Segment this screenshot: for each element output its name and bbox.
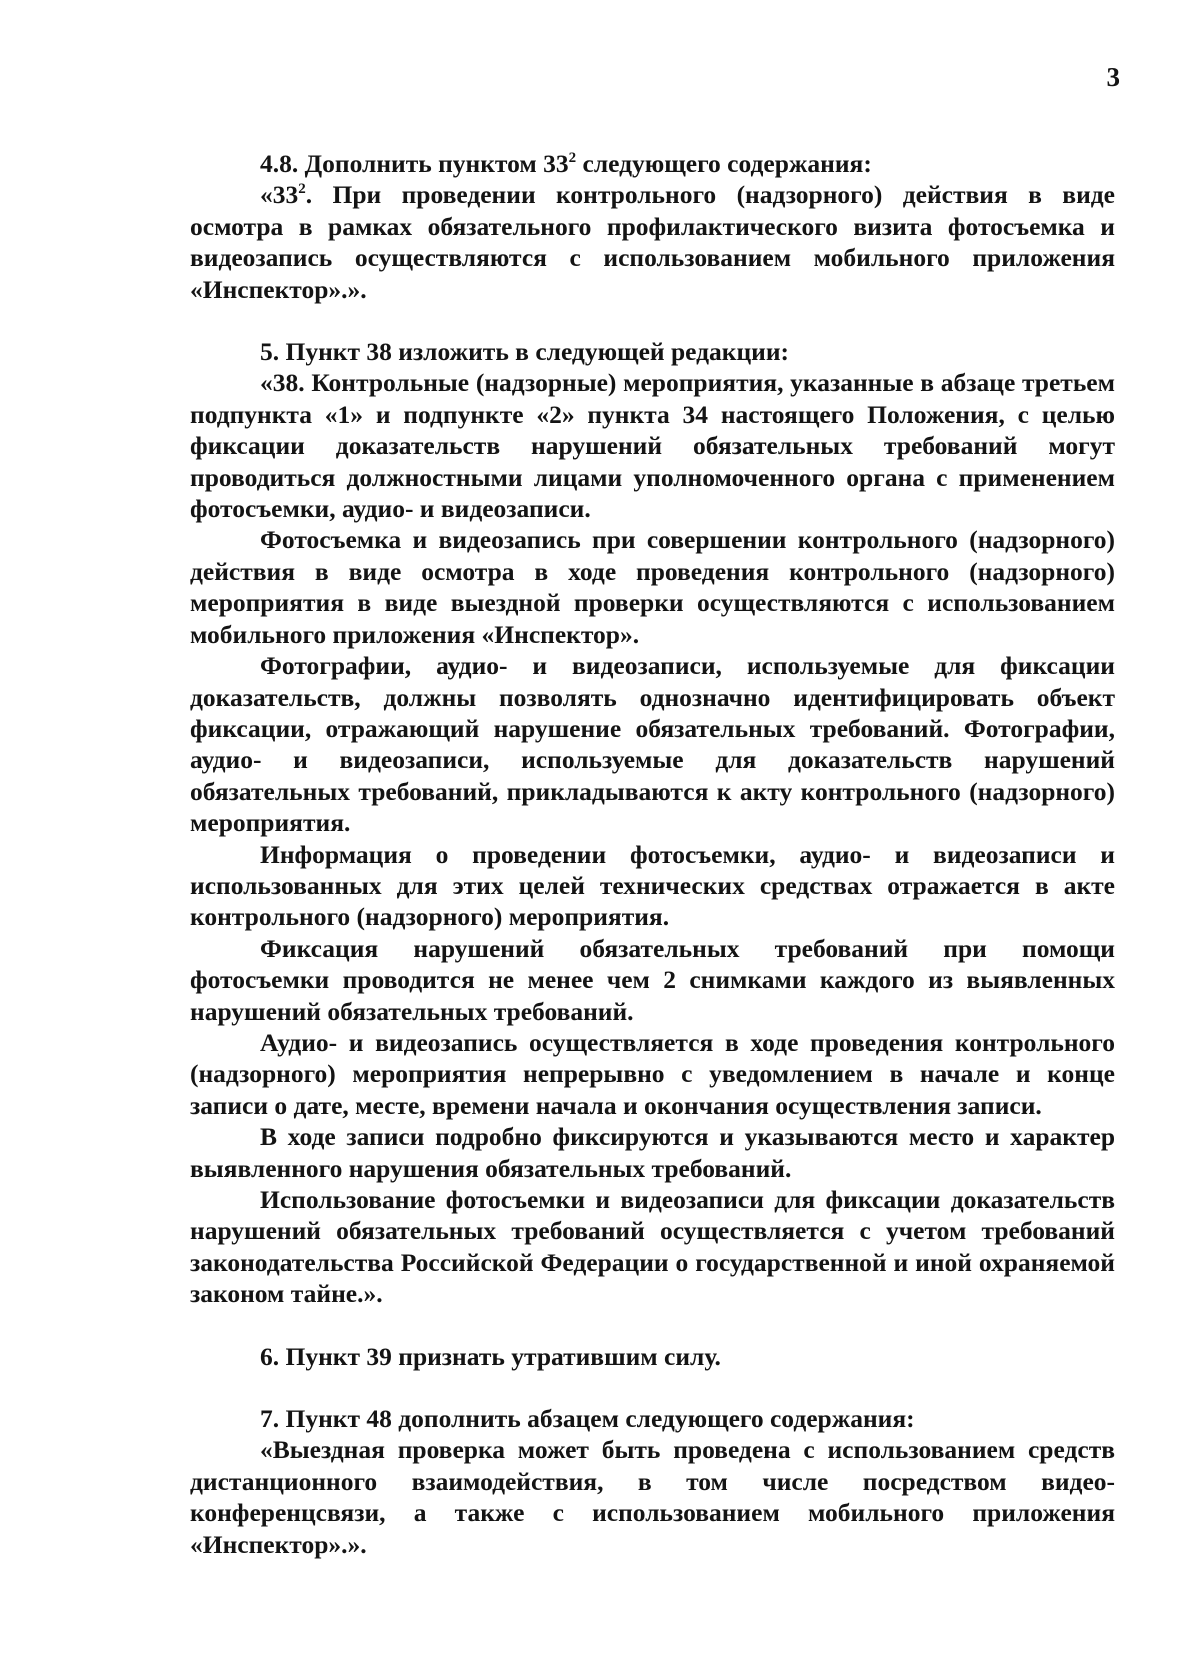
- section-7-heading: 7. Пункт 48 дополнить абзацем следующего содержания:: [260, 1404, 915, 1434]
- document-body: [190, 148, 1115, 1560]
- section-4-8-heading: 4.8. Дополнить пунктом $33^2$ следующего содержания:: [260, 149, 872, 178]
- section-6-heading: 6. Пункт 39 признать утратившим силу.: [260, 1341, 721, 1371]
- section-5-paragraph: Фотографии, аудио- и видеозаписи, используемые для фиксации доказательств, должны позволять однозначно идентифицировать объект фиксации, отражающий нарушение обязательных требований. Фотографии, аудио- и видеозаписи, используемые для доказательств нарушений обязательных требований, прикладываются к акту контрольного (надзорного) мероприятия.: [190, 651, 1115, 838]
- section-5-paragraph: «38. Контрольные (надзорные) мероприятия, указанные в абзаце третьем подпункта «1» и подпункте «2» пункта 34 настоящего Положения, с целью фиксации доказательств нарушений обязательных требований могут проводиться должностными лицами уполномоченного органа с применением фотосъемки, аудио- и видеозаписи.: [190, 368, 1115, 524]
- section-5-paragraph: Аудио- и видеозапись осуществляется в ходе проведения контрольного (надзорного) мероприятия непрерывно с уведомлением в начале и конце записи о дате, месте, времени начала и окончания осуществления записи.: [190, 1027, 1115, 1120]
- section-5-paragraph: Фотосъемка и видеозапись при совершении контрольного (надзорного) действия в виде осмотра в ходе проведения контрольного (надзорного) мероприятия в виде выездной проверки осуществляются с использованием мобильного приложения «Инспектор».: [190, 525, 1115, 649]
- section-4-8-text: «$33^2$. При проведении контрольного (надзорного) действия в виде осмотра в рамках обязательного профилактического визита фотосъемка и видеозапись осуществляются с использованием мобильного приложения «Инспектор».».: [190, 180, 1115, 304]
- section-5-paragraph: Использование фотосъемки и видеозаписи для фиксации доказательств нарушений обязательных требований осуществляется с учетом требований законодательства Российской Федерации о государственной и иной охраняемой законом тайне.».: [190, 1185, 1115, 1309]
- section-5-paragraph: Фиксация нарушений обязательных требований при помощи фотосъемки проводится не менее чем 2 снимками каждого из выявленных нарушений обязательных требований.: [190, 933, 1115, 1026]
- section-5-heading: 5. Пункт 38 изложить в следующей редакции:: [260, 337, 790, 367]
- section-5-paragraph: В ходе записи подробно фиксируются и указываются место и характер выявленного нарушения обязательных требований.: [190, 1122, 1115, 1183]
- section-5-paragraph: Информация о проведении фотосъемки, аудио- и видеозаписи и использованных для этих целей технических средствах отражается в акте контрольного (надзорного) мероприятия.: [190, 839, 1115, 932]
- page-number: 3: [1106, 62, 1120, 92]
- section-7-paragraph: «Выездная проверка может быть проведена с использованием средств дистанционного взаимодействия, в том числе посредством видео-конференцсвязи, а также с использованием мобильного приложения «Инспектор».».: [190, 1435, 1115, 1559]
